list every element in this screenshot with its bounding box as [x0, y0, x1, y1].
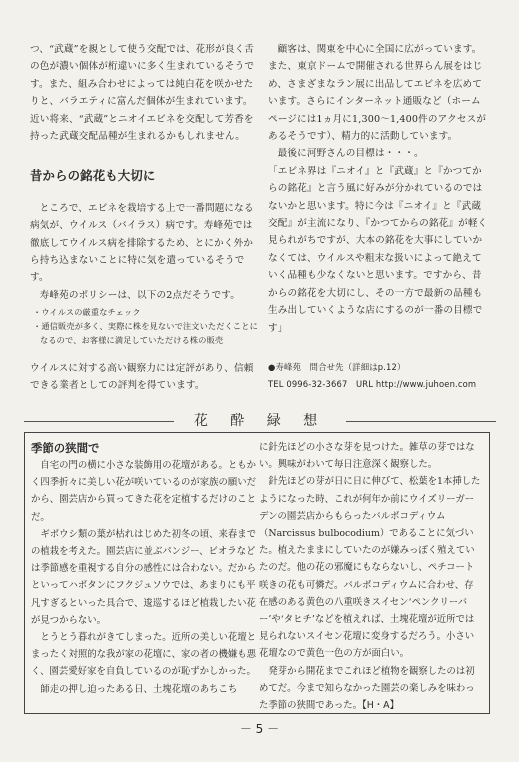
contact-tel-url: TEL 0996-32-3667 URL http://www.juhoen.com [268, 378, 477, 389]
left-column [30, 41, 262, 394]
section-title: 花 酔 緑 想 [193, 413, 327, 429]
essay-paragraph: に針先ほどの小さな芽を見つけた。雑草の芽ではない。興味がわいて毎日注意深く観察した。 [259, 442, 475, 471]
page-number: － 5 － [239, 722, 280, 736]
essay-paragraph: とうとう暮れがきてしまった。近所の美しい花壇とまったく対照的な我が家の花壇に、家の者の機嫌も悪く、園芸愛好家を自負しているのが恥ずかしかった。 [31, 632, 257, 678]
right-column [268, 41, 490, 393]
paragraph-goal-quote: 「エビネ界は『ニオイ』と『武蔵』と『かつてからの銘花』と言う風に好みが分かれているのではないかと思います。特に今は『ニオイ』と『武蔵交配』が主流になり、『かつてからの銘花』が軽く見られがちですが、大本の銘花を大事にしていかなくては、ウイルスや粗末な扱いによって絶えていく品種も少なくないと思います。ですから、昔からの銘花を大切にし、その一方で最新の品種も生み出していくような店にするのが一番の目標です」 [268, 165, 488, 334]
contact-name: ●寿峰苑 問合せ先（詳細はp.12） [268, 361, 406, 372]
essay-box [24, 432, 490, 714]
paragraph-customers: 顧客は、関東を中心に全国に広がっています。また、東京ドームで開催される世界らん展をはじめ、さまざまなラン展に出品してエビネを広めています。さらにインターネット通販など（ホームページには1ヵ月に1,300～1,400件のアクセスがあるそうです）、精力的に活動しています。 [268, 44, 487, 143]
paragraph-virus: ところで、エビネを栽培する上で一番問題になる病気が、ウイルス（バイラス）病です。寿峰苑では徹底してウイルス病を排除するため、とにかく外から持ち込まないことに特に気を遣っているそうです。 [30, 202, 254, 284]
essay-title: 季節の狭間で [31, 441, 100, 455]
policy-list [30, 306, 262, 347]
contact-block [268, 359, 490, 393]
section-heading: 昔からの銘花も大切に [30, 168, 156, 184]
essay-paragraph: 針先ほどの芽が日に日に伸びて、松葉を1本挿したようになった時、これが何年か前にウイズリーガーデンの園芸店からもらったバルボコディウム（Narcissus bulbocodium）であることに気づいた。植えたままにしていたのが嫌みっぽく殖えていたのだ。他の花の邪魔にもならないし、ペチコート咲きの花も可憐だ。バルボコディウムに合わせ、存在感のある黄色の八重咲きスイセン‘ペンクリーバー’や‘タヒチ’などを植えれば、土塊花壇が近所では見られないスイセン花壇に変身するだろう。小さい花壇なので黄色一色の方が面白い。 [259, 476, 481, 660]
essay-paragraph: ギボウシ類の葉が枯れはじめた初冬の頃、来春までの植栽を考えた。園芸店に並ぶパンジー、ビオラなどは季節感を重視する自分の感性には合わない。だからといってハボタンにフクジュソウでは、あまりにも平凡すぎるといった具合で、逡巡するほど植栽したい花が見つからない。 [31, 528, 257, 626]
paragraph-policy-intro: 寿峰苑のポリシーは、以下の2点だそうです。 [39, 289, 240, 301]
policy-item: ・通信販売が多く、実際に株を見ないで注文いただくことになるので、お客様に満足していただける株の販売 [33, 321, 258, 345]
essay-signature: 【H・A】 [362, 700, 399, 712]
paragraph-reputation: ウイルスに対する高い観察力には定評があり、信頼できる業者としての評判を得ています。 [30, 362, 254, 392]
essay-right-column [259, 439, 481, 714]
essay-closing [259, 663, 481, 715]
intro-paragraph: つ、“武蔵”を親として使う交配では、花形が良く舌の色が濃い個体が桁違いに多く生まれているそうです。また、組み合わせによっては純白花を咲かせたりと、バラエティに富んだ個体が生まれています。近い将来、“武蔵”とニオイエビネを交配して芳香を持った武蔵交配品種が生まれるかもしれません。 [30, 44, 255, 143]
policy-item: ・ウイルスの厳重なチェック [33, 307, 141, 318]
essay-paragraph: 師走の押し迫ったある日、土塊花壇のあちこち [40, 683, 238, 695]
essay-paragraph: 発芽から開花までこれほど植物を観察したのは初めてだ。今まで知らなかった園芸の楽しみを味わった季節の狭間であった。 [259, 665, 475, 712]
essay-paragraph: 自宅の門の横に小さな装飾用の花壇がある。ともかく四季折々に美しい花が咲いているのが家族の願いだから、園芸店から買ってきた花を定植するだけのことだ。 [31, 460, 257, 523]
essay-left-column [31, 439, 257, 698]
paragraph-goal-intro: 最後に河野さんの目標は・・・。 [277, 148, 424, 160]
column-section-header [24, 410, 496, 432]
